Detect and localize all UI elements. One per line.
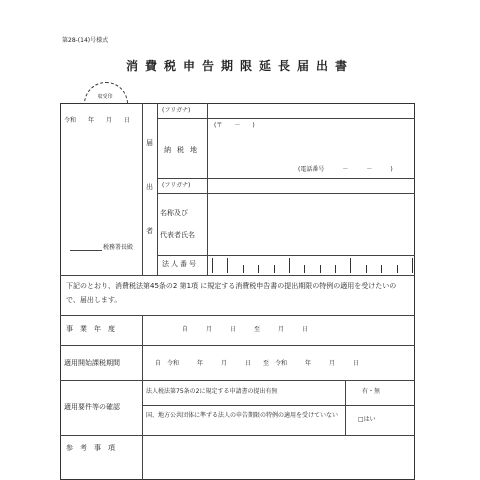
fiscal-year-bottom-line (60, 345, 415, 346)
corporate-number-divider (227, 258, 228, 273)
applicant-side-label-1: 届 (146, 139, 153, 147)
remarks-label: 参考事項 (66, 444, 122, 452)
form-code: 第28-(14)号様式 (62, 37, 109, 44)
applicant-side-label-3: 者 (146, 227, 153, 235)
tax-office-suffix: 税務署長殿 (103, 244, 134, 251)
requirements-value-divider (345, 380, 346, 435)
address-label: 納税地 (164, 146, 203, 154)
corporate-number-divider (412, 258, 413, 273)
applicant-block-bottom (60, 275, 415, 276)
requirement-item-2-value[interactable]: □はい (358, 416, 376, 423)
corporate-number-divider (320, 265, 321, 273)
corporate-number-label: 法人番号 (162, 260, 198, 268)
applicant-divider-mid (157, 103, 158, 275)
furigana-label-2: (フリガナ) (162, 182, 191, 189)
corporate-number-divider (258, 265, 259, 273)
address-input[interactable] (208, 119, 414, 177)
fiscal-year-value[interactable]: 自 月 日 至 月 日 (182, 326, 309, 333)
applicant-side-label-2: 出 (146, 183, 153, 191)
date-line: 令和 年 月 日 (64, 117, 131, 124)
name-bottom-line (157, 255, 415, 256)
stamp-label: 収受印 (97, 94, 113, 100)
corporate-number-divider (212, 258, 213, 273)
tax-office-blank[interactable] (70, 250, 102, 251)
corporate-number-divider (274, 265, 275, 273)
postal-code-field[interactable]: (〒 － ) (214, 122, 255, 129)
corporate-number-divider (335, 265, 336, 273)
requirements-mid-line (142, 405, 415, 406)
corporate-number-divider (243, 265, 244, 273)
corporate-number-divider (366, 265, 367, 273)
name-label-line2: 代表者氏名 (160, 231, 195, 239)
address-bottom-line (157, 178, 415, 179)
statement-text: 下記のとおり、消費税法第45条の2 第1項 に規定する消費税申告書の提出期限の特例の適用を受けたいので、届出します。 (66, 282, 397, 304)
requirements-label: 適用要件等の確認 (64, 403, 120, 411)
corporate-number-input[interactable] (212, 258, 412, 273)
corporate-number-divider (350, 258, 351, 273)
corporate-number-divider (397, 265, 398, 273)
application-start-value[interactable]: 自 令和 年 月 日 至 令和 年 月 日 (155, 360, 360, 367)
name-input[interactable] (208, 194, 414, 254)
applicant-divider-left (142, 103, 143, 275)
corporate-number-divider (381, 265, 382, 273)
requirement-item-1-value[interactable]: 有・無 (362, 388, 381, 395)
corporate-number-divider (289, 258, 290, 273)
name-label-line1: 名称及び (160, 209, 188, 217)
requirement-item-1: 法人税法第75条の2に規定する申請書の提出有無 (146, 388, 278, 395)
requirement-item-2: 国、地方公共団体に準ずる法人の申告期限の特例の適用を受けていない (146, 412, 339, 419)
application-start-bottom-line (60, 380, 415, 381)
page-title: 消費税申告期限延長届出書 (125, 59, 354, 73)
furigana-label-1: (フリガナ) (162, 107, 191, 114)
statement-bottom-line (60, 315, 415, 316)
fiscal-year-label: 事業年度 (66, 325, 122, 333)
phone-field[interactable]: (電話番号 － － ) (298, 166, 393, 173)
application-start-label: 適用開始課税期間 (64, 359, 120, 367)
corporate-number-divider (304, 265, 305, 273)
remarks-input[interactable] (143, 436, 414, 479)
